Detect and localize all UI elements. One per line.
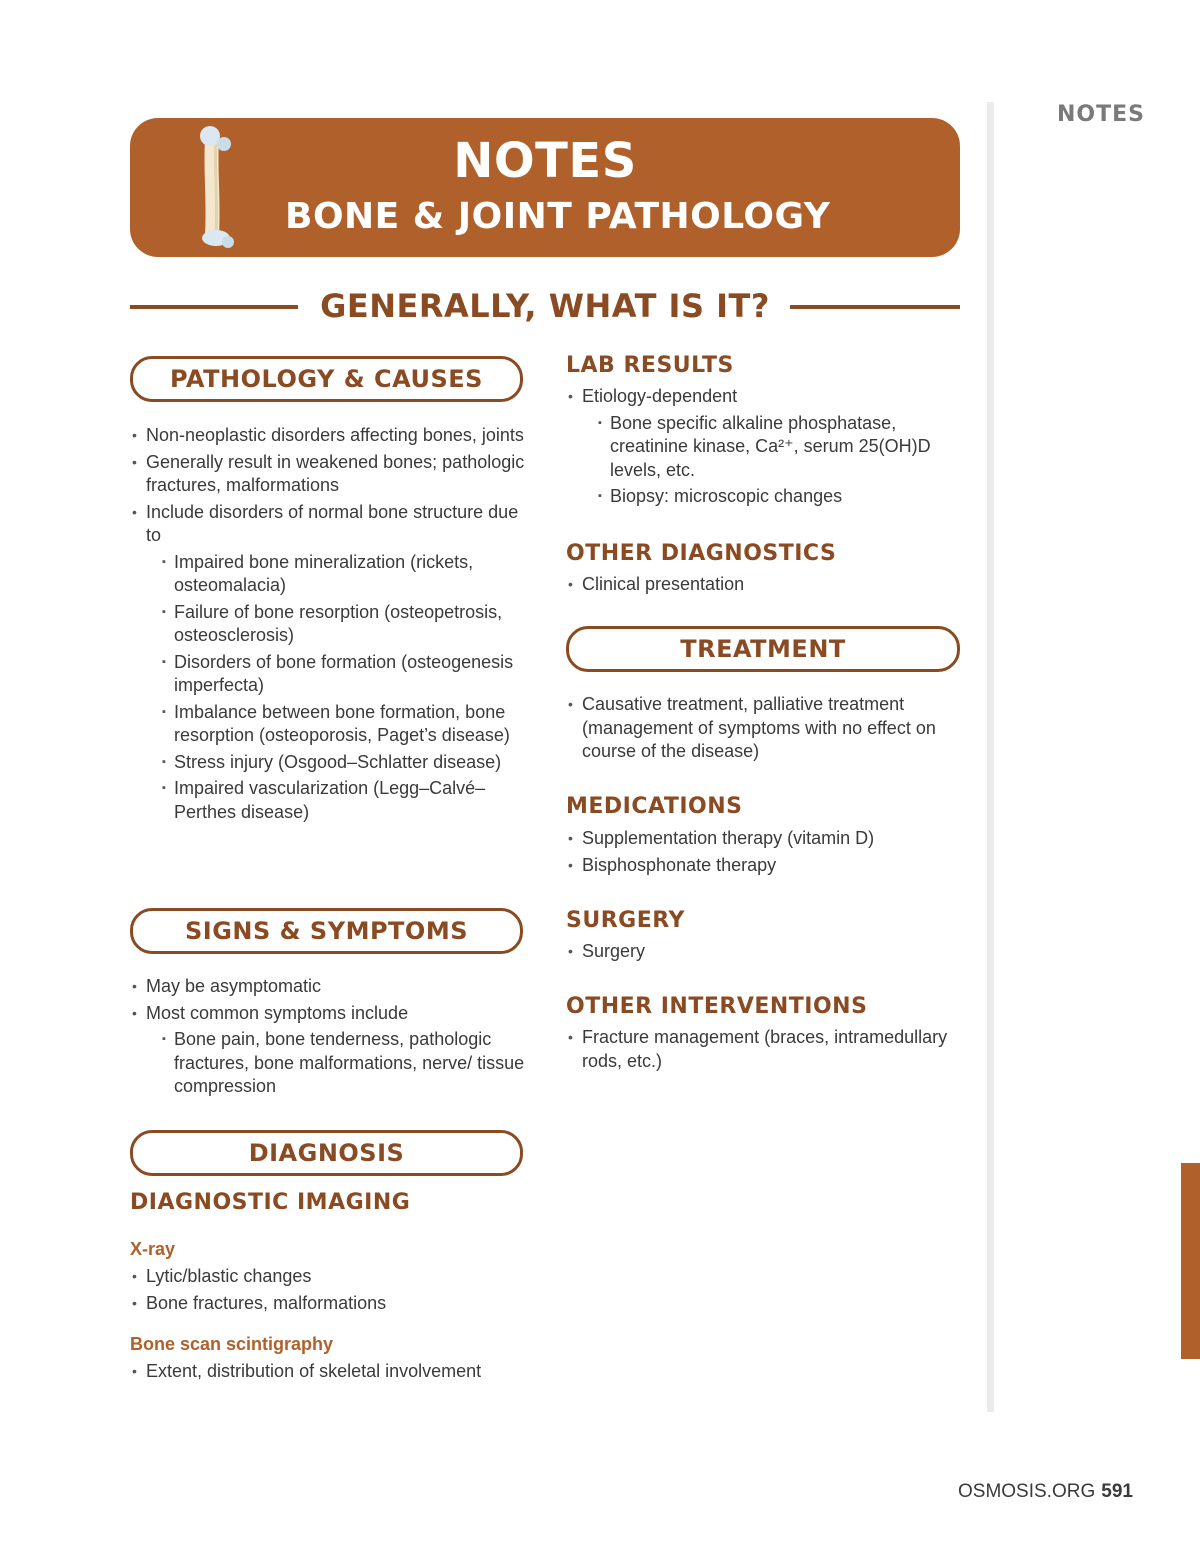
section-heading-general: GENERALLY, WHAT IS IT? [320, 287, 770, 325]
list-item: • Etiology-dependent [566, 385, 966, 409]
signs-list [130, 975, 530, 1099]
list-item: ▪ Impaired vascularization (Legg–Calvé–Perthes disease) [130, 777, 530, 824]
xray-list [130, 1265, 530, 1315]
surgery-list [566, 940, 966, 964]
list-item: ▪ Biopsy: microscopic changes [566, 485, 966, 509]
list-item: • Generally result in weakened bones; pathologic fractures, malformations [130, 451, 530, 498]
treatment-heading: TREATMENT [566, 626, 960, 672]
list-item: • Extent, distribution of skeletal involvement [130, 1360, 530, 1384]
diagnostic-imaging-heading: DIAGNOSTIC IMAGING [130, 1190, 411, 1215]
list-item: • May be asymptomatic [130, 975, 530, 999]
list-item: ▪ Impaired bone mineralization (rickets, osteomalacia) [130, 551, 530, 598]
footer-site: OSMOSIS.ORG [958, 1481, 1096, 1502]
lab-results-list [566, 385, 966, 509]
list-item: • Bone fractures, malformations [130, 1292, 530, 1316]
bone-scan-label: Bone scan scintigraphy [130, 1334, 334, 1354]
medications-list [566, 827, 966, 877]
list-item: • Fracture management (braces, intramedullary rods, etc.) [566, 1026, 956, 1073]
lab-results-heading: LAB RESULTS [566, 353, 734, 378]
pathology-list [130, 424, 530, 824]
list-item: • Supplementation therapy (vitamin D) [566, 827, 966, 851]
margin-notes-label: NOTES [1057, 102, 1145, 127]
list-item: • Causative treatment, palliative treatment (management of symptoms with no effect on course of the disease) [566, 693, 956, 764]
list-item: • Bisphosphonate therapy [566, 854, 966, 878]
list-item: ▪ Failure of bone resorption (osteopetrosis, osteosclerosis) [130, 601, 530, 648]
list-item: • Most common symptoms include [130, 1002, 530, 1026]
heading-rule-right [790, 305, 960, 309]
medications-heading: MEDICATIONS [566, 794, 743, 819]
treatment-list [566, 693, 956, 764]
list-item: ▪ Stress injury (Osgood–Schlatter disease) [130, 751, 530, 775]
surgery-heading: SURGERY [566, 908, 685, 933]
list-item: ▪ Bone specific alkaline phosphatase, creatinine kinase, Ca²⁺, serum 25(OH)D levels, etc. [566, 412, 966, 483]
list-item: • Include disorders of normal bone structure due to [130, 501, 530, 548]
list-item: • Lytic/blastic changes [130, 1265, 530, 1289]
list-item: ▪ Imbalance between bone formation, bone resorption (osteoporosis, Paget’s disease) [130, 701, 530, 748]
list-item: • Non-neoplastic disorders affecting bones, joints [130, 424, 530, 448]
other-diagnostics-list [566, 573, 966, 597]
diagnosis-heading: DIAGNOSIS [130, 1130, 523, 1176]
list-item: ▪ Bone pain, bone tenderness, pathologic fractures, bone malformations, nerve/ tissue compression [130, 1028, 530, 1099]
page-footer [958, 1481, 1133, 1503]
heading-rule-left [130, 305, 298, 309]
margin-divider [987, 102, 994, 1412]
other-interventions-list [566, 1026, 956, 1073]
signs-heading: SIGNS & SYMPTOMS [130, 908, 523, 954]
other-interventions-heading: OTHER INTERVENTIONS [566, 994, 868, 1019]
xray-label: X-ray [130, 1239, 176, 1259]
banner-subtitle: BONE & JOINT PATHOLOGY [285, 196, 831, 237]
other-diagnostics-heading: OTHER DIAGNOSTICS [566, 541, 837, 566]
chapter-tab [1181, 1163, 1200, 1359]
list-item: ▪ Disorders of bone formation (osteogenesis imperfecta) [130, 651, 530, 698]
bone-scan-list [130, 1360, 530, 1384]
page-number: 591 [1101, 1481, 1133, 1502]
list-item: • Surgery [566, 940, 966, 964]
pathology-heading: PATHOLOGY & CAUSES [130, 356, 523, 402]
list-item: • Clinical presentation [566, 573, 966, 597]
banner-title: NOTES [453, 133, 637, 189]
